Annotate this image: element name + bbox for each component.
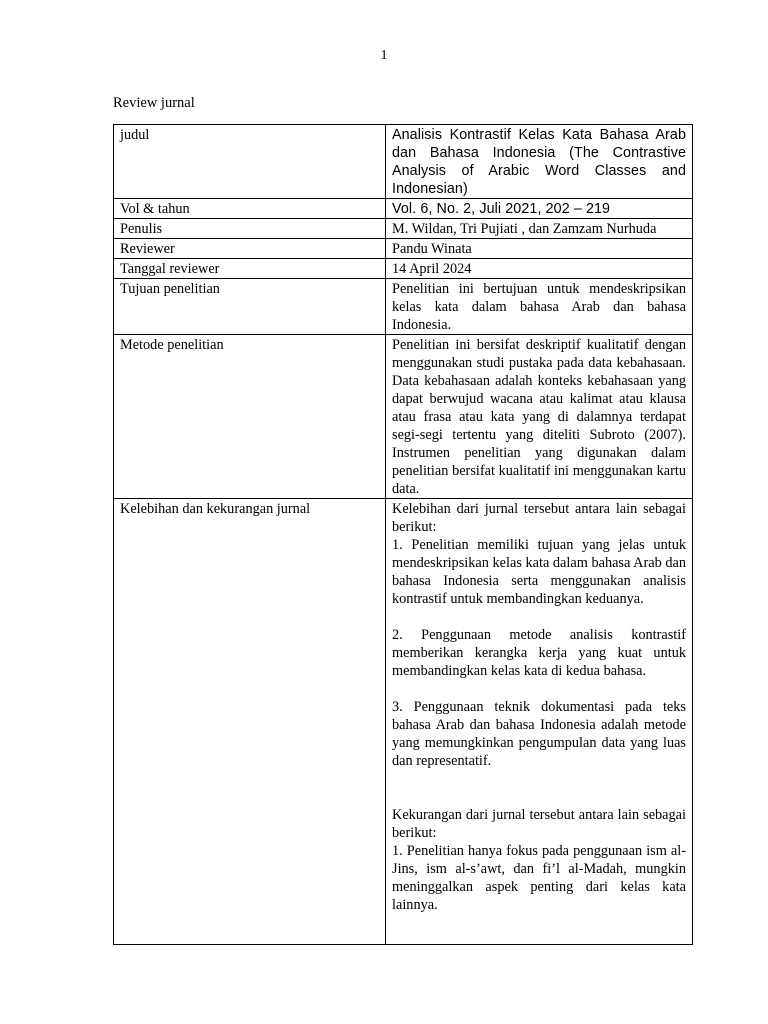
label-reviewer: Reviewer [114,239,386,259]
value-metode: Penelitian ini bersifat deskriptif kualitatif dengan menggunakan studi pustaka pada data kebahasaan. Data kebahasaan adalah konteks kebahasaan yang dapat berwujud wacana atau kalimat atau klausa atau frasa atau kata yang di dalamnya terdapat segi-segi tertentu yang diteliti Subroto (2007). Instrumen penelitian yang digunakan dalam penelitian bersifat kualitatif ini menggunakan kartu data. [386,335,693,499]
label-vol: Vol & tahun [114,199,386,219]
table-row-tujuan [114,279,693,335]
value-judul: Analisis Kontrastif Kelas Kata Bahasa Arab dan Bahasa Indonesia (The Contrastive Analysis of Arabic Word Classes and Indonesian) [386,125,693,199]
kekurangan-intro: Kekurangan dari jurnal tersebut antara lain sebagai berikut: [392,807,686,841]
table-row-tanggal [114,259,693,279]
value-vol: Vol. 6, No. 2, Juli 2021, 202 – 219 [386,199,693,219]
document-title: Review jurnal [113,95,195,111]
kekurangan-point-1: 1. Penelitian hanya fokus pada penggunaan ism al-Jins, ism al-s’awt, dan fi’l al-Madah, mungkin meninggalkan aspek penting dari kelas kata lainnya. [392,843,686,913]
label-metode: Metode penelitian [114,335,386,499]
kelebihan-point-2: 2. Penggunaan metode analisis kontrastif memberikan kerangka kerja yang kuat untuk membandingkan kelas kata di kedua bahasa. [392,627,686,679]
page-number: 1 [380,48,388,63]
table-row-kelebihan [114,499,693,945]
table-row-penulis [114,219,693,239]
label-penulis: Penulis [114,219,386,239]
table-row-metode [114,335,693,499]
label-tanggal: Tanggal reviewer [114,259,386,279]
kelebihan-point-3: 3. Penggunaan teknik dokumentasi pada teks bahasa Arab dan bahasa Indonesia adalah metode yang memungkinkan pengumpulan data yang luas dan representatif. [392,699,686,769]
value-penulis: M. Wildan, Tri Pujiati , dan Zamzam Nurhuda [386,219,693,239]
kelebihan-point-1: 1. Penelitian memiliki tujuan yang jelas untuk mendeskripsikan kelas kata dalam bahasa Arab dan bahasa Indonesia serta menggunakan analisis kontrastif untuk membandingkan keduanya. [392,537,686,607]
value-reviewer: Pandu Winata [386,239,693,259]
table-row-reviewer [114,239,693,259]
label-kelebihan: Kelebihan dan kekurangan jurnal [114,499,386,945]
review-table [113,124,693,945]
label-judul: judul [114,125,386,199]
value-tujuan: Penelitian ini bertujuan untuk mendeskripsikan kelas kata dalam bahasa Arab dan bahasa Indonesia. [386,279,693,335]
table-row-vol [114,199,693,219]
table-row-judul [114,125,693,199]
label-tujuan: Tujuan penelitian [114,279,386,335]
kelebihan-intro: Kelebihan dari jurnal tersebut antara lain sebagai berikut: [392,501,686,535]
value-kelebihan [386,499,693,945]
value-tanggal: 14 April 2024 [386,259,693,279]
